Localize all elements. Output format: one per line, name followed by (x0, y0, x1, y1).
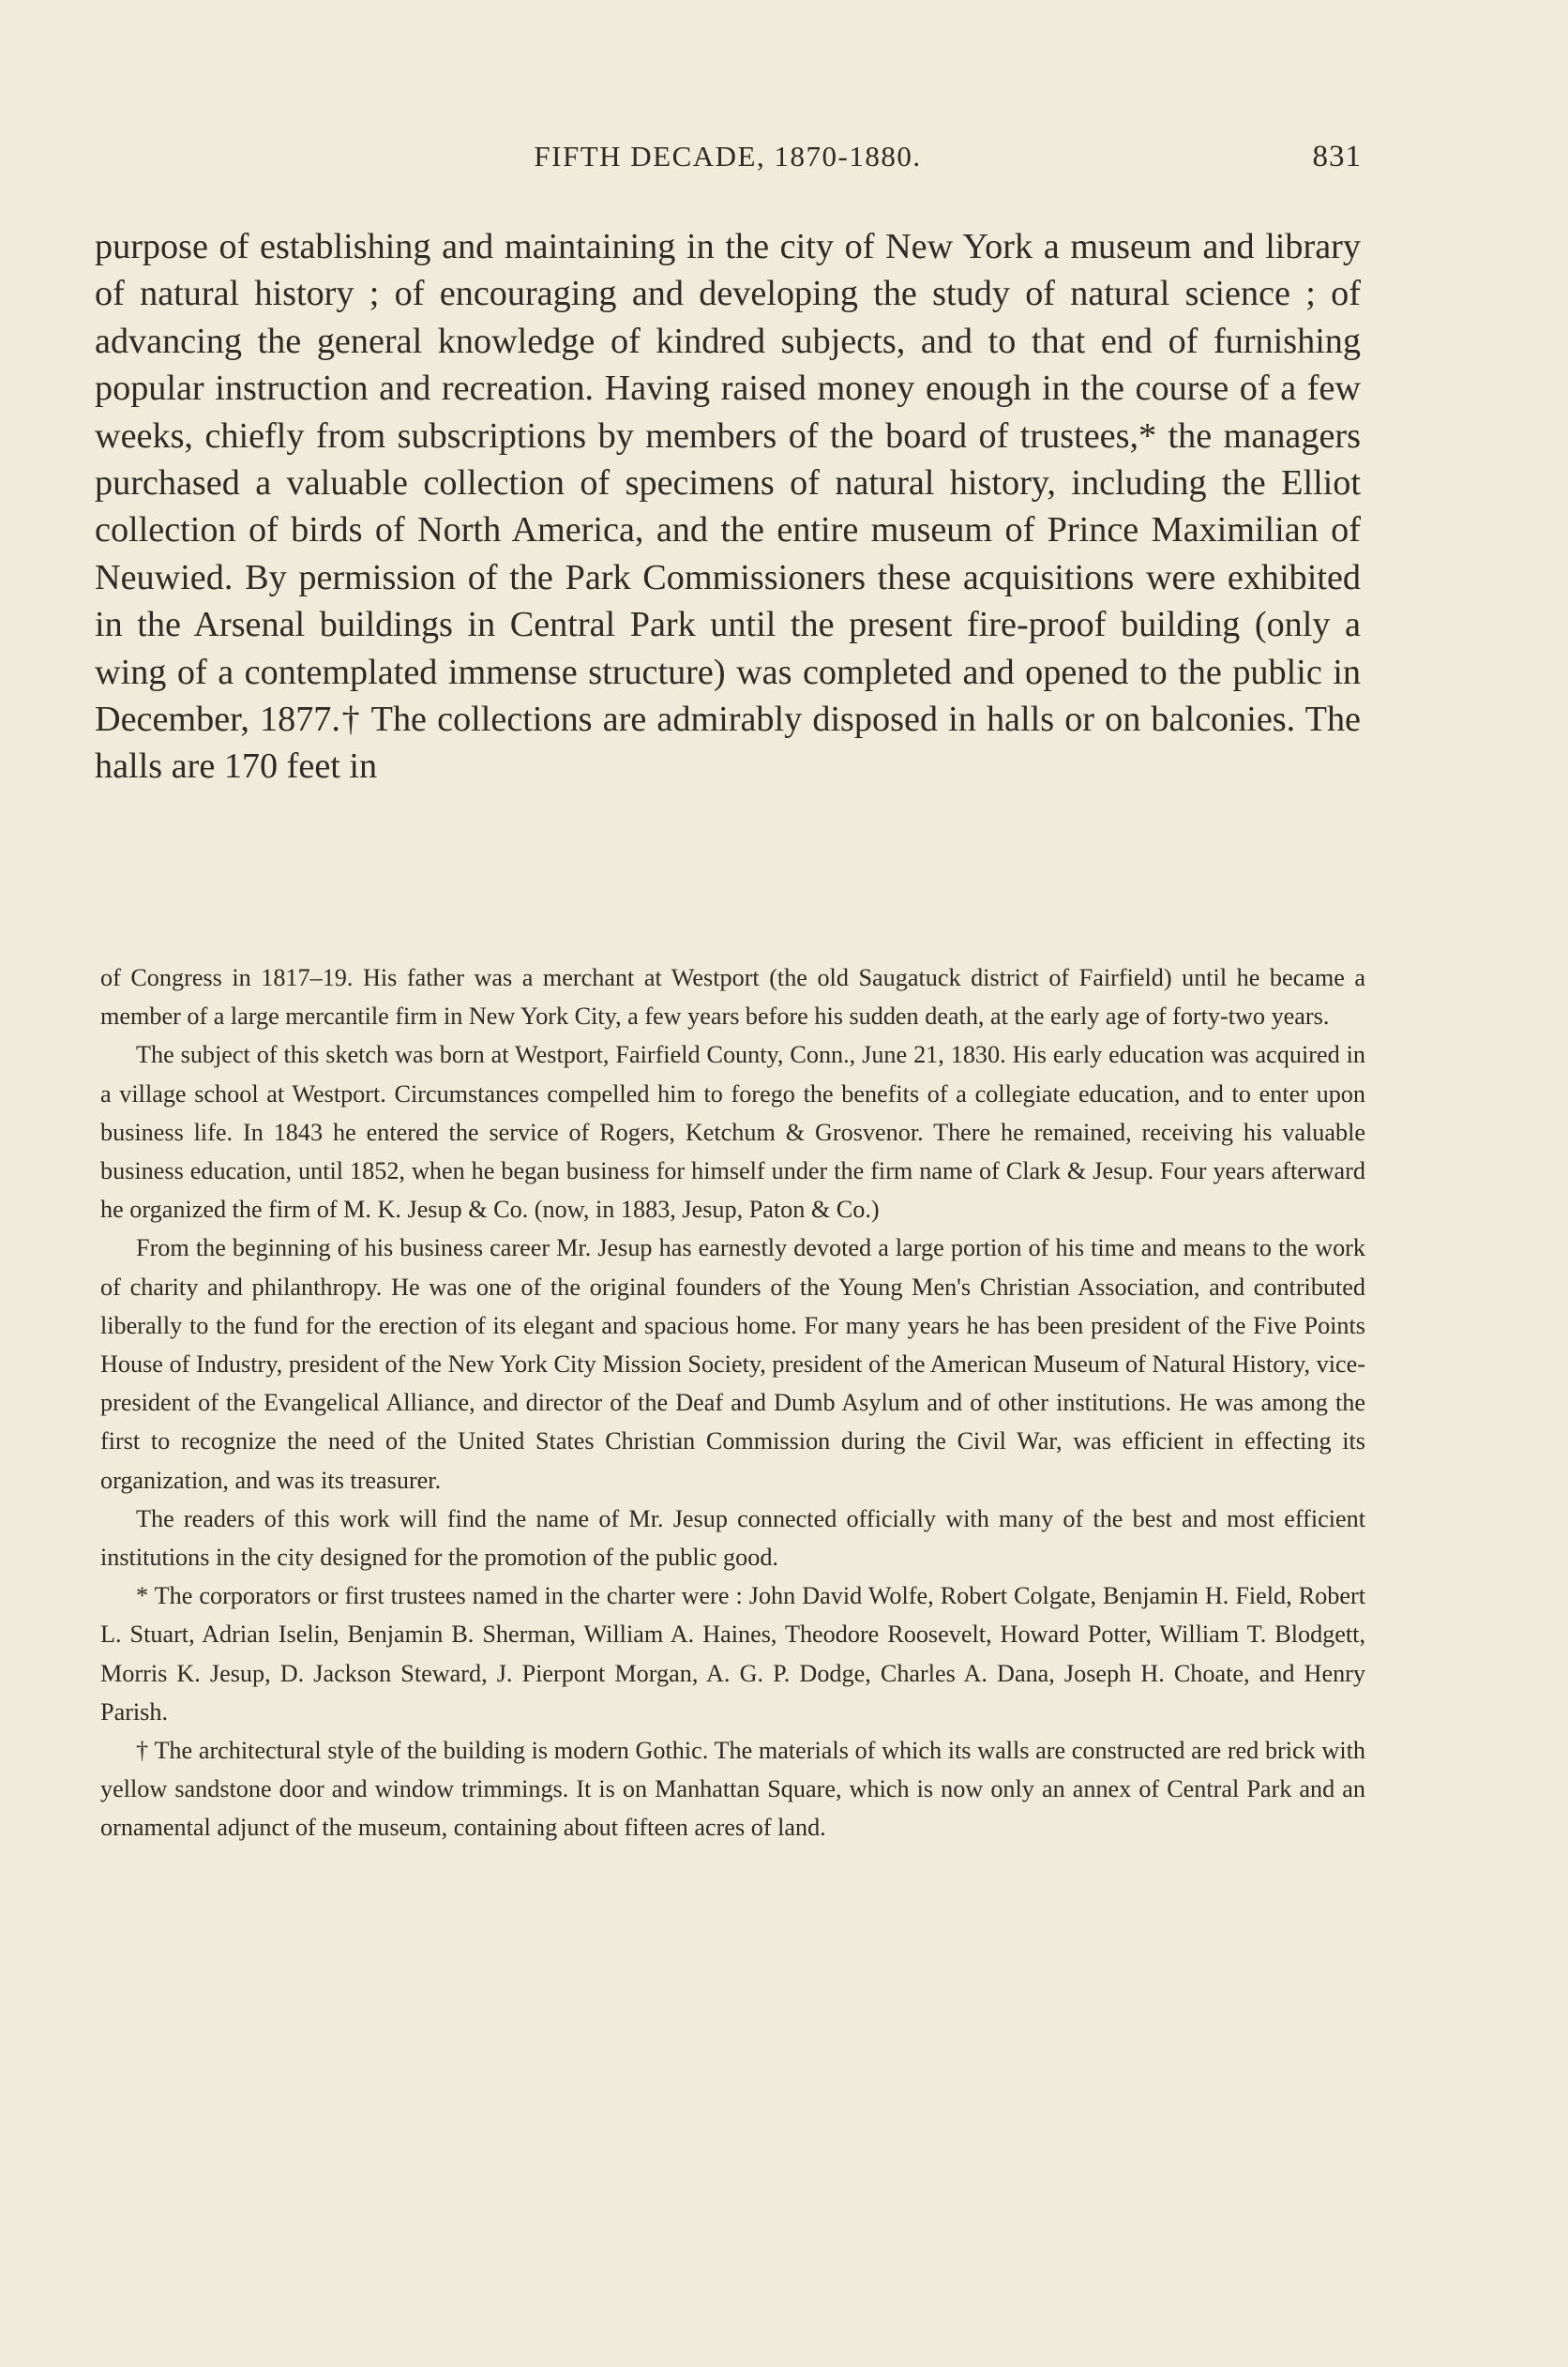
footnote-continuation: of Congress in 1817–19. His father was a merchant at Westport (the old Saugatuck district of Fairfield) until he became a member of a large mercantile firm in New York City, a few years before his sudden death, at the early age of forty-two years. (100, 964, 1365, 1031)
footnotes (100, 958, 1365, 1847)
footnote-paragraph: From the beginning of his business career Mr. Jesup has earnestly devoted a large portion of his time and means to the work of charity and philanthropy. He was one of the original founders of the Young Men's Christian Association, and contributed liberally to the fund for the erection of its elegant and spacious home. For many years he has been president of the Five Points House of Industry, president of the New York City Mission Society, president of the American Museum of Natural History, vice-president of the Evangelical Alliance, and director of the Deaf and Dumb Asylum and of other institutions. He was among the first to recognize the need of the United States Christian Commission during the Civil War, was efficient in effecting its organization, and was its treasurer. (100, 1234, 1365, 1494)
running-title: FIFTH DECADE, 1870-1880. (534, 140, 922, 173)
footnote-paragraph: The readers of this work will find the name of Mr. Jesup connected officially with many of the best and most efficient institutions in the city designed for the promotion of the public good. (100, 1504, 1365, 1572)
footnote-trustees: * The corporators or first trustees named in the charter were : John David Wolfe, Robert Colgate, Benjamin H. Field, Robert L. Stuart, Adrian Iselin, Benjamin B. Sherman, William A. Haines, Theodore Roosevelt, Howard Potter, William T. Blodgett, Morris K. Jesup, D. Jackson Steward, J. Pierpont Morgan, A. G. P. Dodge, Charles A. Dana, Joseph H. Choate, and Henry Parish. (100, 1582, 1365, 1726)
footnote-architecture: † The architectural style of the building is modern Gothic. The materials of which its walls are constructed are red brick with yellow sandstone door and window trimmings. It is on Manhattan Square, which is now only an annex of Central Park and an ornamental adjunct of the museum, containing about fifteen acres of land. (100, 1737, 1365, 1842)
page-number: 831 (1312, 140, 1362, 173)
running-head (94, 133, 1362, 180)
main-text-paragraph: purpose of establishing and maintaining in the city of New York a museum and library of natural history ; of encouraging and developing the study of natural science ; of advancing the general knowledge of kindred subjects, and to that end of furnishing popular instruction and recreation. Having raised money enough in the course of a few weeks, chiefly from subscriptions by members of the board of trustees,* the managers purchased a valuable collection of specimens of natural history, including the Elliot collection of birds of North America, and the entire museum of Prince Maximilian of Neuwied. By permission of the Park Commissioners these acquisitions were exhibited in the Arsenal buildings in Central Park until the present fire-proof building (only a wing of a contemplated immense structure) was completed and opened to the public in December, 1877.† The collections are admirably disposed in halls or on balconies. The halls are 170 feet in (95, 227, 1361, 787)
footnote-paragraph: The subject of this sketch was born at Westport, Fairfield County, Conn., June 21, 1830. His early education was acquired in a village school at Westport. Circumstances compelled him to forego the benefits of a collegiate education, and to enter upon business life. In 1843 he entered the service of Rogers, Ketchum & Grosvenor. There he remained, receiving his valuable business education, until 1852, when he began business for himself under the firm name of Clark & Jesup. Four years afterward he organized the firm of M. K. Jesup & Co. (now, in 1883, Jesup, Paton & Co.) (100, 1041, 1365, 1224)
